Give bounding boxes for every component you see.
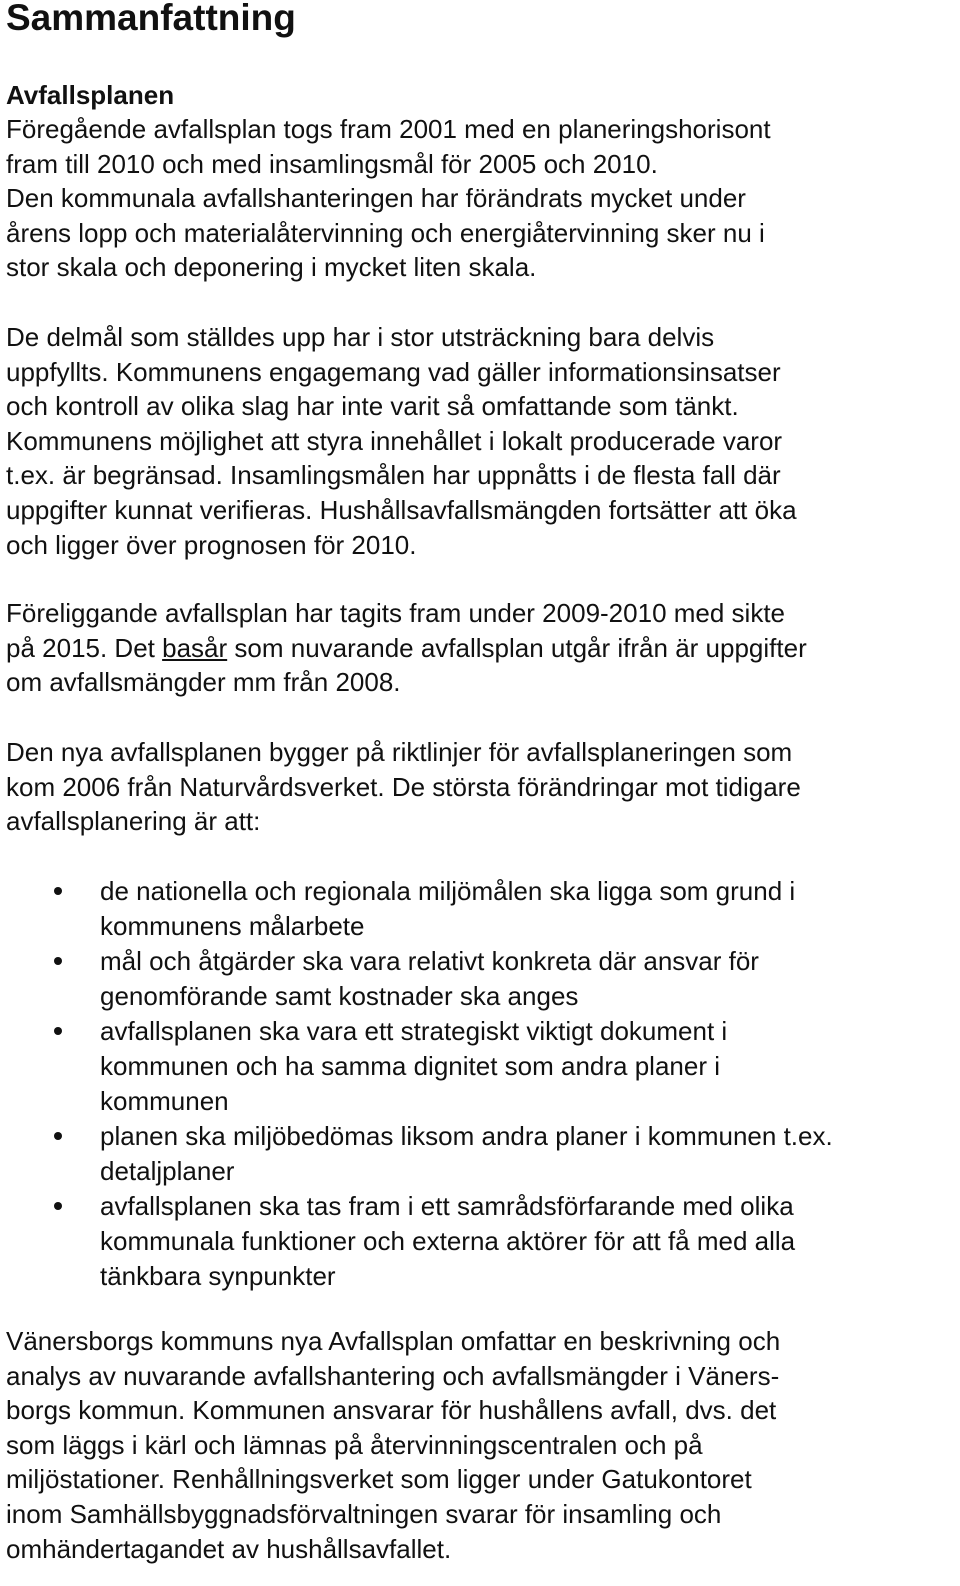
list-item — [0, 1189, 960, 1293]
bullet-icon — [54, 887, 62, 895]
page-title: Sammanfattning — [6, 0, 296, 38]
paragraph-previous-plan — [6, 112, 771, 285]
text-line: årens lopp och materialåtervinning och energiåtervinning sker nu i — [6, 217, 765, 248]
bullet-icon — [54, 1027, 62, 1035]
text-line: och kontroll av olika slag har inte varit så omfattande som tänkt. — [6, 391, 739, 422]
text-line: avfallsplanering är att: — [6, 806, 261, 837]
text-line: De delmål som ställdes upp har i stor utsträckning bara delvis — [6, 322, 715, 352]
text-line: mål och åtgärder ska vara relativt konkreta där ansvar för — [100, 946, 759, 977]
text-segment: på 2015. Det — [6, 632, 163, 663]
text-line: avfallsplanen ska tas fram i ett samrådsförfarande med olika — [100, 1191, 794, 1222]
text-line: avfallsplanen ska vara ett strategiskt viktigt dokument i — [100, 1016, 728, 1047]
text-line: Kommunens möjlighet att styra innehållet i lokalt producerade varor — [6, 425, 783, 456]
bullet-icon — [54, 1202, 62, 1210]
list-item — [0, 1119, 960, 1188]
text-line: kom 2006 från Naturvårdsverket. De största förändringar mot tidigare — [6, 771, 801, 802]
list-item — [0, 944, 960, 1013]
text-line: kommunen och ha samma dignitet som andra planer i — [100, 1050, 720, 1081]
paragraph-new-guidelines — [6, 735, 801, 839]
text-line: Föreliggande avfallsplan har tagits fram under 2009-2010 med sikte — [6, 598, 786, 628]
text-line: analys av nuvarande avfallshantering och avfallsmängder i Väners- — [6, 1360, 780, 1391]
text-line: borgs kommun. Kommunen ansvarar för hushållens avfall, dvs. det — [6, 1395, 777, 1426]
text-line: Vänersborgs kommuns nya Avfallsplan omfattar en beskrivning och — [6, 1326, 781, 1356]
paragraph-goals-status — [6, 320, 797, 562]
text-segment: som nuvarande avfallsplan utgår ifrån är uppgifter — [227, 632, 807, 663]
text-line: omhändertagandet av hushållsavfallet. — [6, 1533, 452, 1564]
bullet-icon — [54, 957, 62, 965]
list-item — [0, 1014, 960, 1118]
text-line: fram till 2010 och med insamlingsmål för 2005 och 2010. — [6, 148, 658, 179]
text-line: kommunala funktioner och externa aktörer för att få med alla — [100, 1225, 796, 1256]
changes-bullet-list — [0, 874, 960, 1294]
text-line — [6, 631, 807, 666]
text-line: planen ska miljöbedömas liksom andra planer i kommunen t.ex. — [100, 1121, 833, 1152]
text-line: kommunen — [100, 1085, 229, 1116]
paragraph-current-plan — [6, 596, 807, 700]
section-heading: Avfallsplanen — [6, 80, 175, 110]
text-line: genomförande samt kostnader ska anges — [100, 980, 579, 1011]
text-line: Den kommunala avfallshanteringen har förändrats mycket under — [6, 183, 746, 214]
list-item — [0, 874, 960, 943]
text-line: Föregående avfallsplan togs fram 2001 med en planeringshorisont — [6, 114, 771, 144]
text-line: Den nya avfallsplanen bygger på riktlinjer för avfallsplaneringen som — [6, 737, 793, 767]
text-line: miljöstationer. Renhållningsverket som ligger under Gatukontoret — [6, 1464, 752, 1495]
text-line: t.ex. är begränsad. Insamlingsmålen har uppnåtts i de flesta fall där — [6, 460, 781, 491]
text-line: kommunens målarbete — [100, 910, 365, 941]
underlined-term: basår — [162, 632, 228, 663]
text-line: detaljplaner — [100, 1155, 235, 1186]
text-line: de nationella och regionala miljömålen ska ligga som grund i — [100, 876, 796, 906]
text-line: inom Samhällsbyggnadsförvaltningen svarar för insamling och — [6, 1498, 722, 1529]
text-line: stor skala och deponering i mycket liten skala. — [6, 252, 537, 283]
text-line: tänkbara synpunkter — [100, 1260, 336, 1291]
bullet-icon — [54, 1132, 62, 1140]
text-line: uppfyllts. Kommunens engagemang vad gäller informationsinsatser — [6, 356, 781, 387]
text-line: uppgifter kunnat verifieras. Hushållsavfallsmängden fortsätter att öka — [6, 494, 797, 525]
text-line: och ligger över prognosen för 2010. — [6, 529, 417, 560]
text-line: som läggs i kärl och lämnas på återvinningscentralen och på — [6, 1429, 703, 1460]
text-line: om avfallsmängder mm från 2008. — [6, 667, 401, 698]
paragraph-municipality-scope — [6, 1324, 780, 1566]
